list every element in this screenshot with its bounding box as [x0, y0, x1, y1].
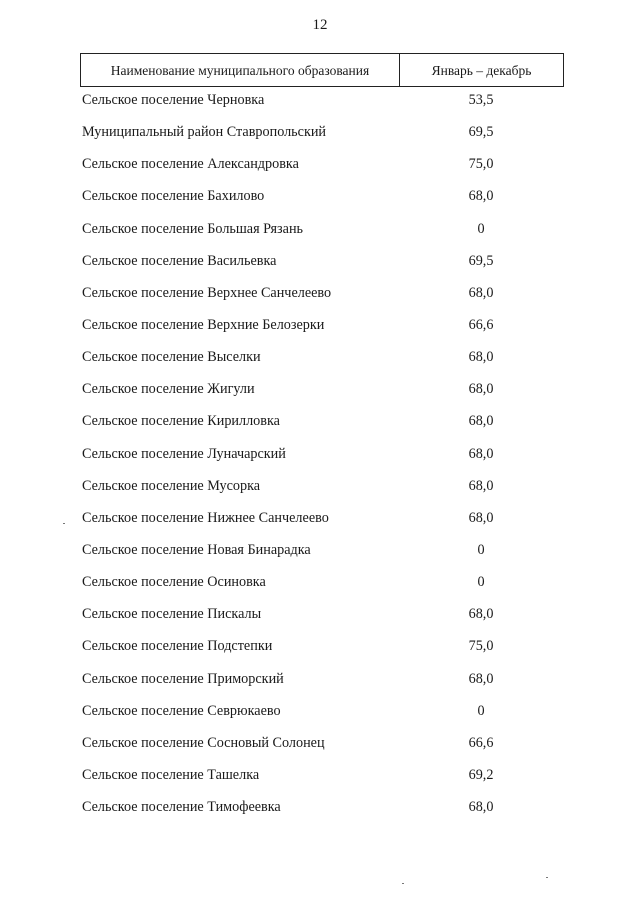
table-row: [82, 799, 562, 831]
period-value: 69,5: [468, 124, 494, 141]
period-value: 68,0: [468, 188, 494, 205]
municipality-name: Сельское поселение Пискалы: [82, 606, 262, 623]
table-row: [82, 574, 562, 606]
table-row: [82, 606, 562, 638]
page-number: 12: [312, 17, 328, 33]
period-value: 75,0: [468, 156, 494, 173]
municipality-name: Сельское поселение Ташелка: [82, 766, 260, 783]
table-row: [82, 638, 562, 670]
table-row: [82, 188, 562, 220]
period-value: 68,0: [468, 349, 494, 366]
municipality-name: Сельское поселение Васильевка: [82, 252, 277, 269]
table-row: [82, 671, 562, 703]
header-period: Январь – декабрь: [431, 63, 532, 78]
table-row: [82, 735, 562, 767]
scan-speck: [402, 883, 404, 884]
table-row: [82, 285, 562, 317]
period-value: 68,0: [468, 381, 494, 398]
period-value: 68,0: [468, 509, 494, 526]
municipality-name: Сельское поселение Приморский: [82, 670, 284, 687]
municipality-name: Сельское поселение Севрюкаево: [82, 702, 281, 719]
municipality-name: Сельское поселение Выселки: [82, 349, 261, 366]
header-municipality-name: Наименование муниципального образования: [81, 54, 400, 86]
table-row: [82, 317, 562, 349]
period-value: 66,6: [468, 316, 494, 333]
municipality-name: Муниципальный район Ставропольский: [82, 124, 327, 141]
table-row: [82, 253, 562, 285]
period-value: 53,5: [468, 92, 494, 108]
table-row: [82, 767, 562, 799]
municipality-name: Сельское поселение Подстепки: [82, 638, 273, 655]
table-row: [82, 381, 562, 413]
municipality-name: Сельское поселение Мусорка: [82, 477, 261, 494]
period-value: 0: [477, 702, 485, 719]
municipality-name: Сельское поселение Бахилово: [82, 188, 265, 205]
municipality-name: Сельское поселение Большая Рязань: [82, 220, 304, 237]
municipality-name: Сельское поселение Луначарский: [82, 445, 286, 462]
table-row: [82, 478, 562, 510]
municipality-name: Сельское поселение Новая Бинарадка: [82, 541, 311, 558]
period-value: 0: [477, 574, 485, 591]
table-row: [82, 542, 562, 574]
table-row: [82, 413, 562, 445]
municipality-name: Сельское поселение Нижнее Санчелеево: [82, 509, 329, 526]
scan-speck: [546, 877, 548, 878]
table-body: [82, 92, 562, 831]
period-value: 68,0: [468, 799, 494, 816]
period-value: 69,5: [468, 252, 494, 269]
period-value: 68,0: [468, 670, 494, 687]
municipality-name: Сельское поселение Александровка: [82, 156, 299, 173]
table-row: [82, 156, 562, 188]
period-value: 0: [477, 220, 485, 237]
period-value: 75,0: [468, 638, 494, 655]
period-value: 68,0: [468, 284, 494, 301]
scan-speck: [63, 523, 65, 524]
table-row: [82, 703, 562, 735]
municipality-name: Сельское поселение Жигули: [82, 381, 255, 398]
municipality-name: Сельское поселение Осиновка: [82, 574, 266, 591]
period-value: 68,0: [468, 413, 494, 430]
period-value: 0: [477, 541, 485, 558]
table-row: [82, 221, 562, 253]
municipality-name: Сельское поселение Черновка: [82, 92, 265, 108]
table-header: [80, 53, 564, 87]
period-value: 68,0: [468, 477, 494, 494]
table-row: [82, 124, 562, 156]
municipality-name: Сельское поселение Сосновый Солонец: [82, 734, 325, 751]
table-row: [82, 446, 562, 478]
period-value: 69,2: [468, 766, 494, 783]
municipality-name: Сельское поселение Кирилловка: [82, 413, 280, 430]
municipality-name: Сельское поселение Тимофеевка: [82, 799, 281, 816]
table-row: [82, 92, 562, 124]
table-row: [82, 510, 562, 542]
table-row: [82, 349, 562, 381]
period-value: 68,0: [468, 445, 494, 462]
period-value: 68,0: [468, 606, 494, 623]
municipality-name: Сельское поселение Верхние Белозерки: [82, 316, 325, 333]
period-value: 66,6: [468, 734, 494, 751]
municipality-name: Сельское поселение Верхнее Санчелеево: [82, 284, 332, 301]
